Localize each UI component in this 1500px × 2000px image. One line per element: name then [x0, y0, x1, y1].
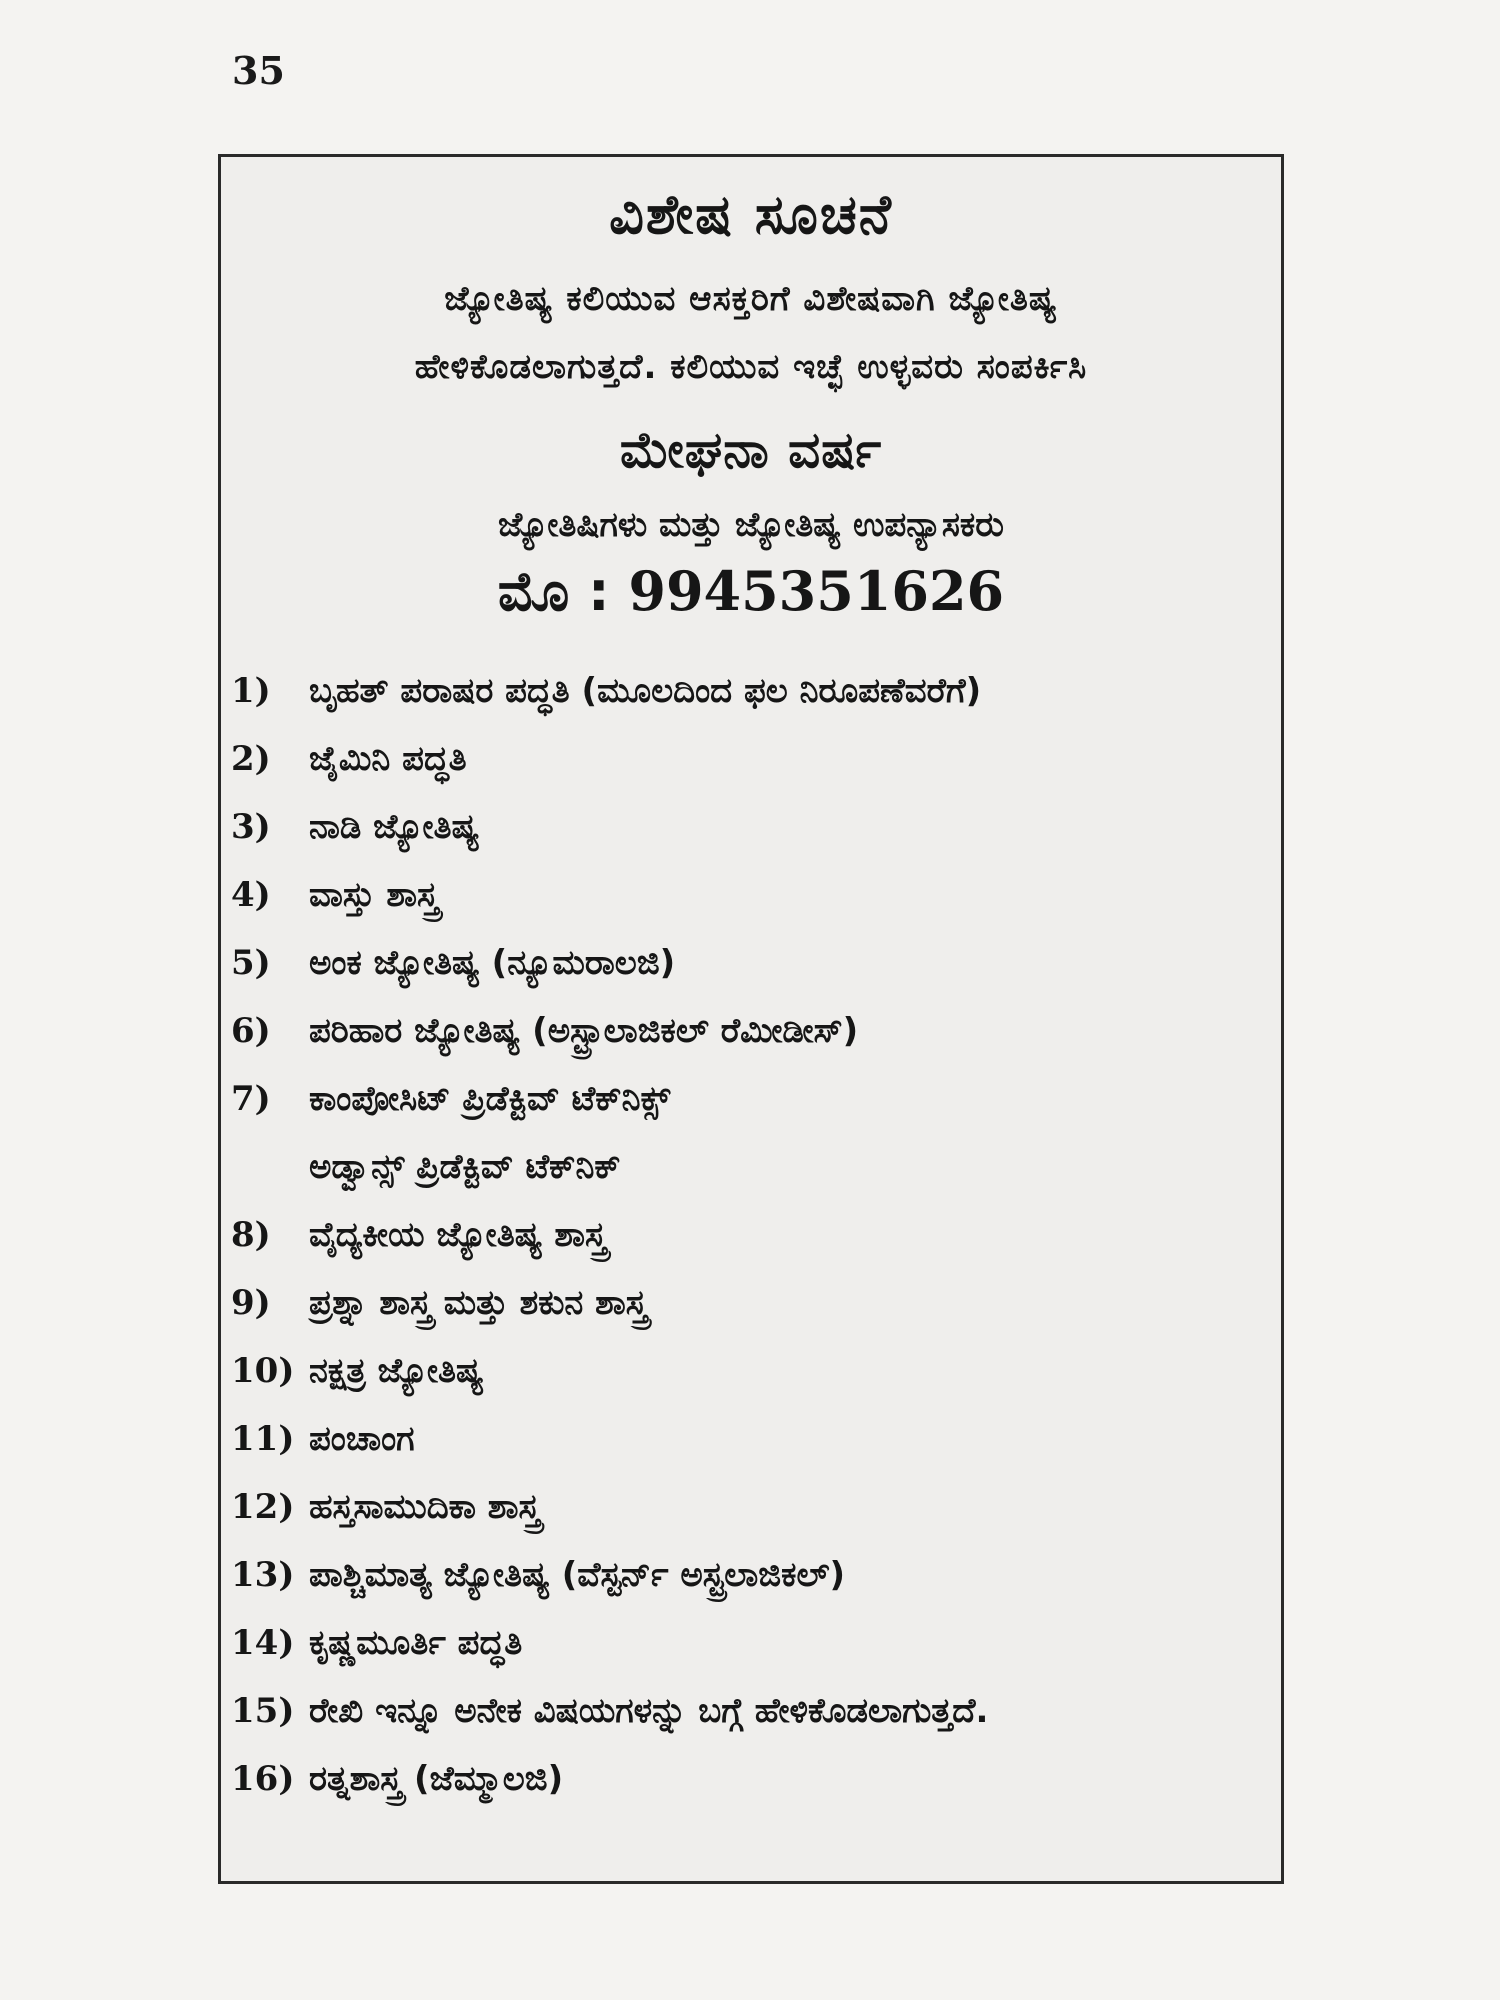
- list-item-text: ನಾಡಿ ಜ್ಯೋತಿಷ್ಯ: [309, 807, 480, 847]
- contact-role: ಜ್ಯೋತಿಷಿಗಳು ಮತ್ತು ಜ್ಯೋತಿಷ್ಯ ಉಪನ್ಯಾಸಕರು: [497, 505, 1004, 545]
- list-item-text: ರೇಖಿ ಇನ್ನೂ ಅನೇಕ ವಿಷಯಗಳನ್ನು ಬಗ್ಗೆ ಹೇಳಿಕೊಡಲಾಗುತ್ತದೆ.: [309, 1691, 989, 1731]
- contact-phone: [221, 559, 1281, 624]
- list-item: [231, 1269, 1271, 1337]
- list-item: [231, 929, 1271, 997]
- list-item-number: 1): [231, 671, 271, 711]
- intro-line-1: ಜ್ಯೋತಿಷ್ಯ ಕಲಿಯುವ ಆಸಕ್ತರಿಗೆ ವಿಶೇಷವಾಗಿ ಜ್ಯೋತಿಷ್ಯ: [444, 279, 1058, 319]
- list-item-number: 10): [231, 1351, 295, 1391]
- list-item-text: ಪಂಚಾಂಗ: [309, 1419, 415, 1459]
- list-item-number: 16): [231, 1759, 295, 1799]
- list-item: [231, 1473, 1271, 1541]
- list-item-line-2: ಅಡ್ವಾನ್ಸ್ ಪ್ರಿಡೆಕ್ಟಿವ್ ಟೆಕ್‌ನಿಕ್: [309, 1147, 621, 1187]
- list-item-text: ಹಸ್ತಸಾಮುದಿಕಾ ಶಾಸ್ತ್ರ: [309, 1487, 541, 1527]
- list-item: [231, 1405, 1271, 1473]
- list-item: [231, 1337, 1271, 1405]
- service-list: [231, 657, 1271, 1813]
- list-item: [231, 1677, 1271, 1745]
- list-item: [231, 1065, 1271, 1201]
- list-item-number: 14): [231, 1623, 295, 1663]
- list-item-text: ವಾಸ್ತು ಶಾಸ್ತ್ರ: [309, 875, 440, 915]
- list-item-text: ವೈದ್ಯಕೀಯ ಜ್ಯೋತಿಷ್ಯ ಶಾಸ್ತ್ರ: [309, 1215, 607, 1255]
- list-item-text: ಬೃಹತ್ ಪರಾಷರ ಪದ್ಧತಿ (ಮೂಲದಿಂದ ಫಲ ನಿರೂಪಣೆವರೆಗೆ): [309, 671, 982, 711]
- list-item-text: ಪ್ರಶ್ನಾ ಶಾಸ್ತ್ರ ಮತ್ತು ಶಕುನ ಶಾಸ್ತ್ರ: [309, 1283, 648, 1323]
- list-item: [231, 861, 1271, 929]
- list-item-number: 3): [231, 807, 271, 847]
- list-item-number: 13): [231, 1555, 295, 1595]
- list-item: [231, 1201, 1271, 1269]
- list-item: [231, 997, 1271, 1065]
- list-item-number: 15): [231, 1691, 295, 1731]
- list-item-text: ಅಂಕ ಜ್ಯೋತಿಷ್ಯ (ನ್ಯೂಮರಾಲಜಿ): [309, 943, 676, 983]
- list-item-number: 4): [231, 875, 271, 915]
- list-item-number: 5): [231, 943, 271, 983]
- phone-number: 9945351626: [628, 559, 1005, 623]
- list-item: [231, 1745, 1271, 1813]
- list-item-text: ಪರಿಹಾರ ಜ್ಯೋತಿಷ್ಯ (ಅಸ್ಟ್ರಾಲಾಜಿಕಲ್ ರೆಮೀಡೀಸ್): [309, 1011, 859, 1051]
- list-item: [231, 793, 1271, 861]
- list-item-number: 12): [231, 1487, 295, 1527]
- list-item: [231, 1541, 1271, 1609]
- list-item-text: ರತ್ನಶಾಸ್ತ್ರ (ಜೆಮ್ಮಾಲಜಿ): [309, 1759, 564, 1799]
- list-item-text: ಜೈಮಿನಿ ಪದ್ಧತಿ: [309, 739, 467, 779]
- list-item-number: 2): [231, 739, 271, 779]
- list-item: [231, 657, 1271, 725]
- page-number: 35: [232, 48, 285, 93]
- list-item-text: ಪಾಶ್ಚಿಮಾತ್ಯ ಜ್ಯೋತಿಷ್ಯ (ವೆಸ್ಟರ್ನ್ ಅಸ್ಟ್ರಲಾಜಿಕಲ್): [309, 1555, 846, 1595]
- list-item-number: 6): [231, 1011, 271, 1051]
- list-item-number: 11): [231, 1419, 295, 1459]
- notice-box: [218, 154, 1284, 1884]
- list-item-line-1: ಕಾಂಪೋಸಿಟ್ ಪ್ರಿಡೆಕ್ಟಿವ್ ಟೆಕ್‌ನಿಕ್ಸ್: [309, 1079, 671, 1119]
- list-item-text: ಕೃಷ್ಣಮೂರ್ತಿ ಪದ್ಧತಿ: [309, 1623, 523, 1663]
- list-item: [231, 1609, 1271, 1677]
- list-item-number: 9): [231, 1283, 271, 1323]
- contact-name: ಮೇಘನಾ ವರ್ಷ: [619, 421, 883, 479]
- intro-line-2: ಹೇಳಿಕೊಡಲಾಗುತ್ತದೆ. ಕಲಿಯುವ ಇಚ್ಛೆ ಉಳ್ಳವರು ಸಂಪರ್ಕಿಸಿ: [414, 347, 1088, 387]
- list-item-number: 8): [231, 1215, 271, 1255]
- phone-prefix: ಮೊ :: [497, 560, 610, 623]
- list-item-number: 7): [231, 1079, 271, 1119]
- list-item-text: ನಕ್ಷತ್ರ ಜ್ಯೋತಿಷ್ಯ: [309, 1351, 484, 1391]
- list-item-text: [309, 1065, 1271, 1201]
- notice-heading: ವಿಶೇಷ ಸೂಚನೆ: [609, 183, 893, 246]
- list-item: [231, 725, 1271, 793]
